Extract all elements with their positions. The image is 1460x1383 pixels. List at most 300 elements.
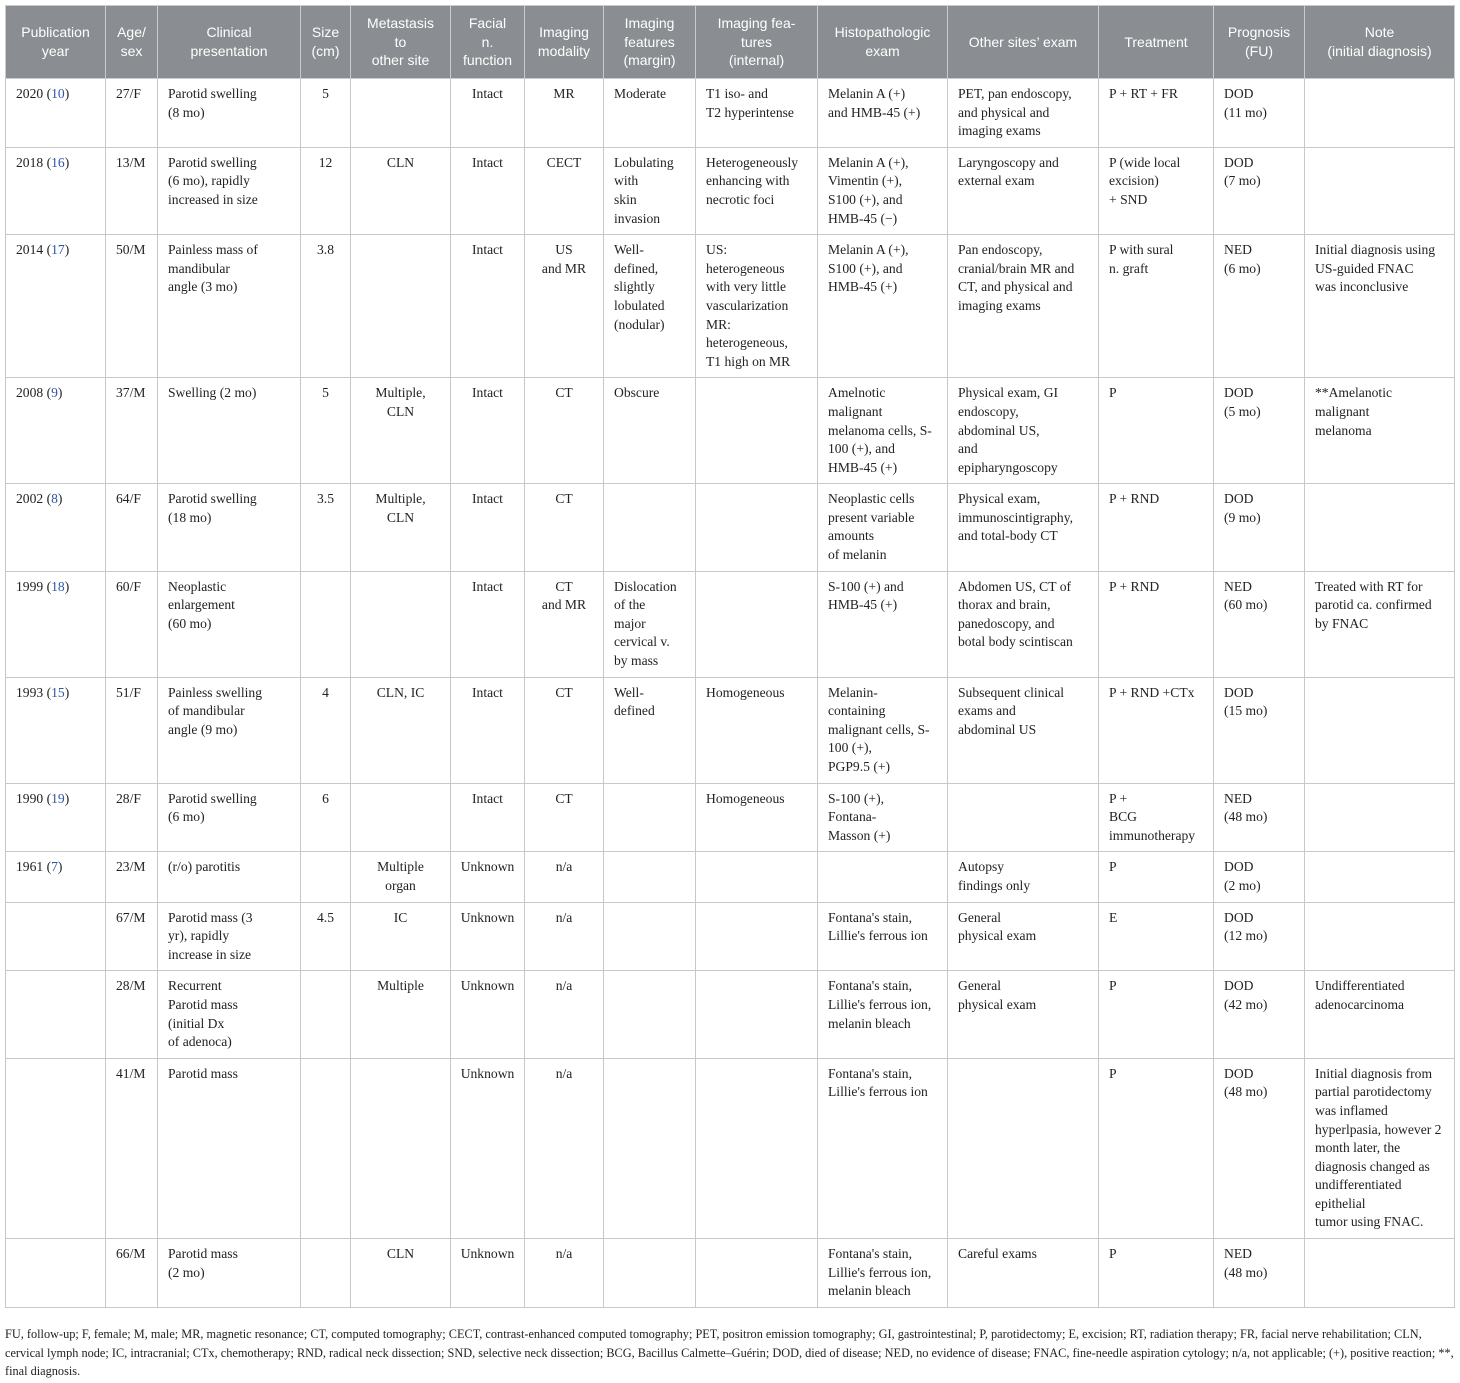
cell-margin xyxy=(604,852,696,902)
cell-metastasis xyxy=(351,235,451,378)
reference-link[interactable]: 18 xyxy=(51,578,65,594)
cell-line: P + RND +CTx xyxy=(1109,684,1195,700)
cell-size xyxy=(301,852,351,902)
cell-treatment xyxy=(1099,783,1214,852)
cell-line: Fontana's stain, xyxy=(828,909,913,925)
cell-line: Painless mass of xyxy=(168,242,258,258)
cell-line: Parotid mass xyxy=(168,996,238,1012)
cell-line: Physical exam, GI xyxy=(958,385,1059,401)
cell-size xyxy=(301,378,351,484)
cell-line: P xyxy=(1109,978,1117,994)
cell-line: Well- xyxy=(614,242,644,258)
cell-line: heterogeneous xyxy=(706,260,785,276)
cell-internal xyxy=(696,79,818,148)
cell-line: and total-body CT xyxy=(958,528,1058,544)
cell-internal xyxy=(696,571,818,677)
cell-treatment xyxy=(1099,902,1214,971)
cell-line: 28/F xyxy=(116,790,141,806)
cell-line: defined xyxy=(614,703,655,719)
cell-line: Intact xyxy=(472,491,503,507)
cell-treatment xyxy=(1099,235,1214,378)
cell-line: Melanin- xyxy=(828,684,878,700)
cell-line: **Amelanotic malignant xyxy=(1315,385,1393,419)
cell-line: US-guided FNAC xyxy=(1315,260,1414,276)
cell-age-sex xyxy=(106,783,158,852)
cell-clinical xyxy=(158,1058,301,1238)
cell-publication-year: 2008 (9) xyxy=(6,378,106,484)
header-imaging-margin xyxy=(604,6,696,79)
year-text: 1999 xyxy=(16,578,44,594)
reference-link[interactable]: 8 xyxy=(51,491,58,507)
cell-facial xyxy=(451,852,525,902)
cell-line: Autopsy xyxy=(958,859,1005,875)
cell-treatment xyxy=(1099,79,1214,148)
year-text: 1961 xyxy=(16,859,44,875)
cell-age-sex xyxy=(106,971,158,1058)
cell-publication-year xyxy=(6,1239,106,1308)
table-body xyxy=(6,79,1455,1308)
cell-treatment xyxy=(1099,852,1214,902)
cell-line: of adenoca) xyxy=(168,1034,232,1050)
cell-line: 23/M xyxy=(116,859,146,875)
cell-modality xyxy=(525,783,604,852)
cell-other xyxy=(948,971,1099,1058)
header-note xyxy=(1305,6,1455,79)
cell-line: endoscopy, xyxy=(958,403,1019,419)
cell-note xyxy=(1305,1239,1455,1308)
cell-line: General xyxy=(958,909,1002,925)
cell-line: malignant xyxy=(828,403,883,419)
cell-line: partial parotidectomy xyxy=(1315,1084,1432,1100)
cell-prognosis xyxy=(1214,1058,1305,1238)
cell-line: Imaging xyxy=(539,24,589,41)
cell-line: increase in size xyxy=(168,946,252,962)
cell-margin xyxy=(604,1239,696,1308)
cell-line: P xyxy=(1109,859,1117,875)
cell-prognosis xyxy=(1214,378,1305,484)
table-row xyxy=(6,79,1455,148)
cell-modality xyxy=(525,378,604,484)
cell-facial xyxy=(451,79,525,148)
cell-line: DOD xyxy=(1224,491,1254,507)
cell-line: enlargement xyxy=(168,597,235,613)
cell-other xyxy=(948,235,1099,378)
cell-line: Abdomen US, CT of xyxy=(958,578,1072,594)
cell-histo xyxy=(818,1058,948,1238)
cell-line: Recurrent xyxy=(168,978,222,994)
cell-margin xyxy=(604,147,696,234)
cell-line: yr), rapidly xyxy=(168,928,230,944)
cell-line: (15 mo) xyxy=(1224,703,1268,719)
table-row xyxy=(6,852,1455,902)
reference-link[interactable]: 7 xyxy=(51,859,58,875)
cell-line: Laryngoscopy and xyxy=(958,154,1059,170)
cell-line: Fontana's stain, xyxy=(828,1246,913,1262)
table-footnote: FU, follow-up; F, female; M, male; MR, magnetic resonance; CT, computed tomography; CECT, contrast-enhanced computed tomography; PET, positron emission tomography; GI, gastrointestinal; P, parotidectomy; E, excision; RT, radiation therapy; FR, facial nerve rehabilitation; CLN, cervical lymph node; IC, intracranial; CTx, chemotherapy; RND, radical neck dissection; SND, selective neck dissection; BCG, Bacillus Calmette–Guérin; DOD, died of disease; NED, no evidence of disease; FNAC, fine-needle aspiration cytology; n/a, not applicable; (+), positive reaction; **, final diagnosis. xyxy=(5,1327,1454,1379)
cell-modality xyxy=(525,235,604,378)
table-container xyxy=(5,5,1454,1308)
cell-modality xyxy=(525,484,604,571)
cell-other xyxy=(948,484,1099,571)
reference-link[interactable]: 16 xyxy=(51,154,65,170)
cell-facial xyxy=(451,571,525,677)
cell-internal xyxy=(696,235,818,378)
cell-line: (60 mo) xyxy=(1224,597,1268,613)
cell-histo xyxy=(818,378,948,484)
cell-margin xyxy=(604,1058,696,1238)
cell-line: Treatment xyxy=(1124,33,1188,50)
year-text: 2008 xyxy=(16,385,44,401)
cell-line: Dislocation xyxy=(614,578,677,594)
cell-line: 64/F xyxy=(116,491,141,507)
cell-publication-year: 1990 (19) xyxy=(6,783,106,852)
cell-line: Lillie's ferrous ion, xyxy=(828,996,932,1012)
cell-line: (r/o) parotitis xyxy=(168,859,241,875)
cell-line: Initial diagnosis using xyxy=(1315,242,1436,258)
header-age-sex xyxy=(106,6,158,79)
year-text: 2020 xyxy=(16,86,44,101)
cell-line: Parotid mass (3 xyxy=(168,909,253,925)
cell-other xyxy=(948,1058,1099,1238)
cell-age-sex xyxy=(106,484,158,571)
cell-line: 50/M xyxy=(116,242,146,258)
table-row xyxy=(6,235,1455,378)
cell-line: CLN xyxy=(386,154,415,170)
cell-line: P xyxy=(1109,385,1117,401)
cell-line: 66/M xyxy=(116,1246,146,1262)
cell-line: Lobulating xyxy=(614,154,674,170)
cell-line: Parotid swelling xyxy=(168,790,257,806)
cell-line: 27/F xyxy=(116,86,141,101)
cell-line: physical exam xyxy=(958,928,1037,944)
cell-size xyxy=(301,677,351,783)
cell-metastasis xyxy=(351,783,451,852)
cell-line: (7 mo) xyxy=(1224,173,1261,189)
cell-histo xyxy=(818,783,948,852)
cell-line: Homogeneous xyxy=(706,790,785,806)
cell-line: Neoplastic xyxy=(168,578,227,594)
cell-modality xyxy=(525,677,604,783)
reference-link[interactable]: 9 xyxy=(51,385,58,401)
cell-line: Undifferentiated xyxy=(1315,978,1405,994)
cell-line: P xyxy=(1109,1246,1117,1262)
cell-margin xyxy=(604,783,696,852)
cell-line: n/a xyxy=(555,909,573,925)
year-text: 2002 xyxy=(16,491,44,507)
cell-line: Treated with RT for xyxy=(1315,578,1423,594)
table-row xyxy=(6,902,1455,971)
cell-line: HMB-45 (+) xyxy=(828,597,898,613)
cell-line: Physical exam, xyxy=(958,491,1041,507)
cell-size xyxy=(301,484,351,571)
cell-line: Homogeneous xyxy=(706,684,785,700)
cell-line: (margin) xyxy=(623,52,676,69)
cell-metastasis xyxy=(351,484,451,571)
cell-line: CLN xyxy=(386,403,415,419)
header-clinical-presentation xyxy=(158,6,301,79)
cell-size xyxy=(301,147,351,234)
cell-line: Unknown xyxy=(460,909,515,925)
cell-publication-year: 1961 (7) xyxy=(6,852,106,902)
cell-line: 3.5 xyxy=(317,491,334,507)
reference-link[interactable]: 15 xyxy=(51,684,65,700)
cell-line: adenocarcinoma xyxy=(1315,996,1405,1012)
cell-line: Obscure xyxy=(614,385,660,401)
cell-line: Unknown xyxy=(460,1065,515,1081)
cell-other xyxy=(948,677,1099,783)
cell-line: n/a xyxy=(555,859,573,875)
cell-line: Intact xyxy=(472,154,503,170)
cell-line: 3.8 xyxy=(317,242,334,258)
cell-prognosis xyxy=(1214,1239,1305,1308)
reference-link[interactable]: 17 xyxy=(51,242,65,258)
cell-line: Painless swelling xyxy=(168,684,263,700)
cell-line: and physical and xyxy=(958,104,1050,120)
cell-line: Metastasis xyxy=(367,15,434,32)
cell-margin xyxy=(604,971,696,1058)
cell-line: Size xyxy=(311,24,340,41)
cell-line: Fontana's stain, xyxy=(828,1065,913,1081)
year-text: 2014 xyxy=(16,242,44,258)
cell-size xyxy=(301,235,351,378)
cell-metastasis xyxy=(351,1058,451,1238)
cell-line: n. graft xyxy=(1109,260,1149,276)
cell-line: vascularization xyxy=(706,297,789,313)
cell-line: undifferentiated epithelial xyxy=(1315,1177,1402,1211)
cell-line: Amelnotic xyxy=(828,385,886,401)
cell-line: imaging exams xyxy=(958,297,1041,313)
cell-publication-year: 1999 (18) xyxy=(6,571,106,677)
cell-line: NED xyxy=(1224,242,1252,258)
cell-line: melanoma xyxy=(1315,422,1372,438)
cell-line: 6 xyxy=(322,790,329,806)
cell-line: year xyxy=(41,43,70,59)
cell-age-sex xyxy=(106,1239,158,1308)
cell-line: sex xyxy=(120,43,143,59)
cell-line: Subsequent clinical xyxy=(958,684,1065,700)
cell-line: MR xyxy=(553,86,575,101)
cell-internal xyxy=(696,1058,818,1238)
cell-clinical xyxy=(158,902,301,971)
cell-facial xyxy=(451,677,525,783)
cell-margin xyxy=(604,235,696,378)
cell-margin xyxy=(604,677,696,783)
cell-line: abdominal US, xyxy=(958,422,1040,438)
cell-line: P (wide local xyxy=(1109,154,1181,170)
cell-line: of the xyxy=(614,597,646,613)
cell-line: external exam xyxy=(958,173,1035,189)
cell-line: Parotid swelling xyxy=(168,491,257,507)
cell-line: DOD xyxy=(1224,86,1254,101)
cell-facial xyxy=(451,902,525,971)
cell-line: CLN xyxy=(386,509,415,525)
cell-line: MR: xyxy=(706,316,731,332)
cell-line: Parotid swelling xyxy=(168,86,257,101)
cell-line: P + RND xyxy=(1109,491,1160,507)
cell-line: features xyxy=(624,33,675,50)
cell-internal xyxy=(696,484,818,571)
cell-line: melanin bleach xyxy=(828,1015,911,1031)
cell-age-sex xyxy=(106,378,158,484)
cell-histo xyxy=(818,852,948,902)
cell-clinical xyxy=(158,484,301,571)
cell-histo xyxy=(818,484,948,571)
cell-line: CT, and physical and xyxy=(958,279,1073,295)
cell-age-sex xyxy=(106,852,158,902)
cell-line: (FU) xyxy=(1245,43,1273,59)
cell-line: S100 (+), and xyxy=(828,191,903,207)
header-imaging-internal xyxy=(696,6,818,79)
cell-histo xyxy=(818,235,948,378)
header-facial-nerve-function xyxy=(451,6,525,79)
cell-line: epipharyngoscopy xyxy=(958,459,1058,475)
cell-line: (42 mo) xyxy=(1224,996,1268,1012)
cell-modality xyxy=(525,971,604,1058)
cell-publication-year: 2002 (8) xyxy=(6,484,106,571)
cell-treatment xyxy=(1099,1058,1214,1238)
cell-line: and MR xyxy=(541,260,587,276)
cell-treatment xyxy=(1099,484,1214,571)
cell-line: CT xyxy=(555,684,573,700)
cell-line: BCG xyxy=(1109,809,1137,825)
cell-facial xyxy=(451,235,525,378)
cell-line: US xyxy=(555,242,573,258)
cell-line: DOD xyxy=(1224,1065,1254,1081)
cell-line: heterogeneous, xyxy=(706,335,788,351)
cell-line: major xyxy=(614,615,646,631)
cell-publication-year: 2018 (16) xyxy=(6,147,106,234)
cell-line: Parotid mass xyxy=(168,1065,238,1081)
cell-publication-year xyxy=(6,971,106,1058)
year-text: 1993 xyxy=(16,684,44,700)
cell-line: Masson (+) xyxy=(828,827,891,843)
cell-internal xyxy=(696,378,818,484)
cell-line: 12 xyxy=(318,154,333,170)
cell-note xyxy=(1305,783,1455,852)
cell-other xyxy=(948,378,1099,484)
cell-publication-year xyxy=(6,902,106,971)
cell-metastasis xyxy=(351,571,451,677)
cell-line: presentation xyxy=(190,43,268,59)
cell-clinical xyxy=(158,79,301,148)
cell-age-sex xyxy=(106,235,158,378)
cell-line: (48 mo) xyxy=(1224,1084,1268,1100)
cell-line: CT xyxy=(555,491,573,507)
cell-metastasis xyxy=(351,852,451,902)
cell-line: cranial/brain MR and xyxy=(958,260,1075,276)
cell-line: diagnosis changed as xyxy=(1315,1158,1430,1174)
cell-line: (nodular) xyxy=(614,316,665,332)
cell-line: and xyxy=(958,441,978,457)
cell-line: and MR xyxy=(541,597,587,613)
cell-line: Multiple xyxy=(377,859,424,875)
literature-review-table xyxy=(5,5,1455,1308)
cell-line: by mass xyxy=(614,653,659,669)
cell-metastasis xyxy=(351,79,451,148)
cell-line: Well- xyxy=(614,684,644,700)
cell-treatment xyxy=(1099,378,1214,484)
cell-line: (18 mo) xyxy=(168,509,212,525)
cell-prognosis xyxy=(1214,484,1305,571)
cell-line: panedoscopy, and xyxy=(958,615,1055,631)
cell-clinical xyxy=(158,971,301,1058)
cell-other xyxy=(948,1239,1099,1308)
cell-line: amounts xyxy=(828,528,875,544)
cell-line: by FNAC xyxy=(1315,615,1369,631)
table-header-row xyxy=(6,6,1455,79)
cell-size xyxy=(301,1239,351,1308)
cell-line: 67/M xyxy=(116,909,146,925)
cell-line: CLN, IC xyxy=(376,684,425,700)
cell-publication-year: 2020 (10) xyxy=(6,79,106,148)
cell-line: Unknown xyxy=(460,1246,515,1262)
cell-line: with very little xyxy=(706,279,787,295)
header-imaging-modality xyxy=(525,6,604,79)
cell-line: DOD xyxy=(1224,909,1254,925)
cell-line: Fontana- xyxy=(828,809,877,825)
cell-line: Other sites’ exam xyxy=(968,33,1078,50)
cell-line: mandibular xyxy=(168,260,230,276)
cell-line: 4.5 xyxy=(317,909,334,925)
cell-histo xyxy=(818,971,948,1058)
cell-age-sex xyxy=(106,79,158,148)
cell-prognosis xyxy=(1214,571,1305,677)
cell-line: DOD xyxy=(1224,684,1254,700)
cell-line: (60 mo) xyxy=(168,615,212,631)
cell-line: Prognosis xyxy=(1227,24,1291,41)
cell-facial xyxy=(451,1058,525,1238)
cell-line: enhancing with xyxy=(706,173,790,189)
cell-size xyxy=(301,783,351,852)
header-other-sites-exam xyxy=(948,6,1099,79)
cell-note xyxy=(1305,147,1455,234)
table-row xyxy=(6,571,1455,677)
cell-line: skin xyxy=(614,191,637,207)
cell-prognosis xyxy=(1214,79,1305,148)
cell-line: (2 mo) xyxy=(168,1264,205,1280)
cell-line: (internal) xyxy=(728,52,785,69)
cell-treatment xyxy=(1099,571,1214,677)
cell-line: immunotherapy xyxy=(1109,827,1196,843)
reference-link[interactable]: 19 xyxy=(51,790,65,806)
reference-link[interactable]: 10 xyxy=(51,86,65,101)
cell-line: Intact xyxy=(472,242,503,258)
cell-margin xyxy=(604,378,696,484)
table-row xyxy=(6,971,1455,1058)
cell-line: S-100 (+), xyxy=(828,790,884,806)
cell-modality xyxy=(525,571,604,677)
cell-line: (8 mo) xyxy=(168,104,205,120)
cell-internal xyxy=(696,902,818,971)
cell-histo xyxy=(818,79,948,148)
cell-internal xyxy=(696,971,818,1058)
cell-note xyxy=(1305,378,1455,484)
cell-internal xyxy=(696,147,818,234)
cell-metastasis xyxy=(351,902,451,971)
cell-clinical xyxy=(158,235,301,378)
cell-line: 4 xyxy=(322,684,329,700)
cell-line: (12 mo) xyxy=(1224,928,1268,944)
cell-line: CT xyxy=(555,385,573,401)
cell-line: 51/F xyxy=(116,684,141,700)
cell-age-sex xyxy=(106,677,158,783)
cell-line: (6 mo) xyxy=(1224,260,1261,276)
cell-line: Unknown xyxy=(460,859,515,875)
cell-line: P + xyxy=(1109,790,1128,806)
header-prognosis xyxy=(1214,6,1305,79)
cell-clinical xyxy=(158,783,301,852)
cell-line: malignant cells, S- xyxy=(828,721,930,737)
